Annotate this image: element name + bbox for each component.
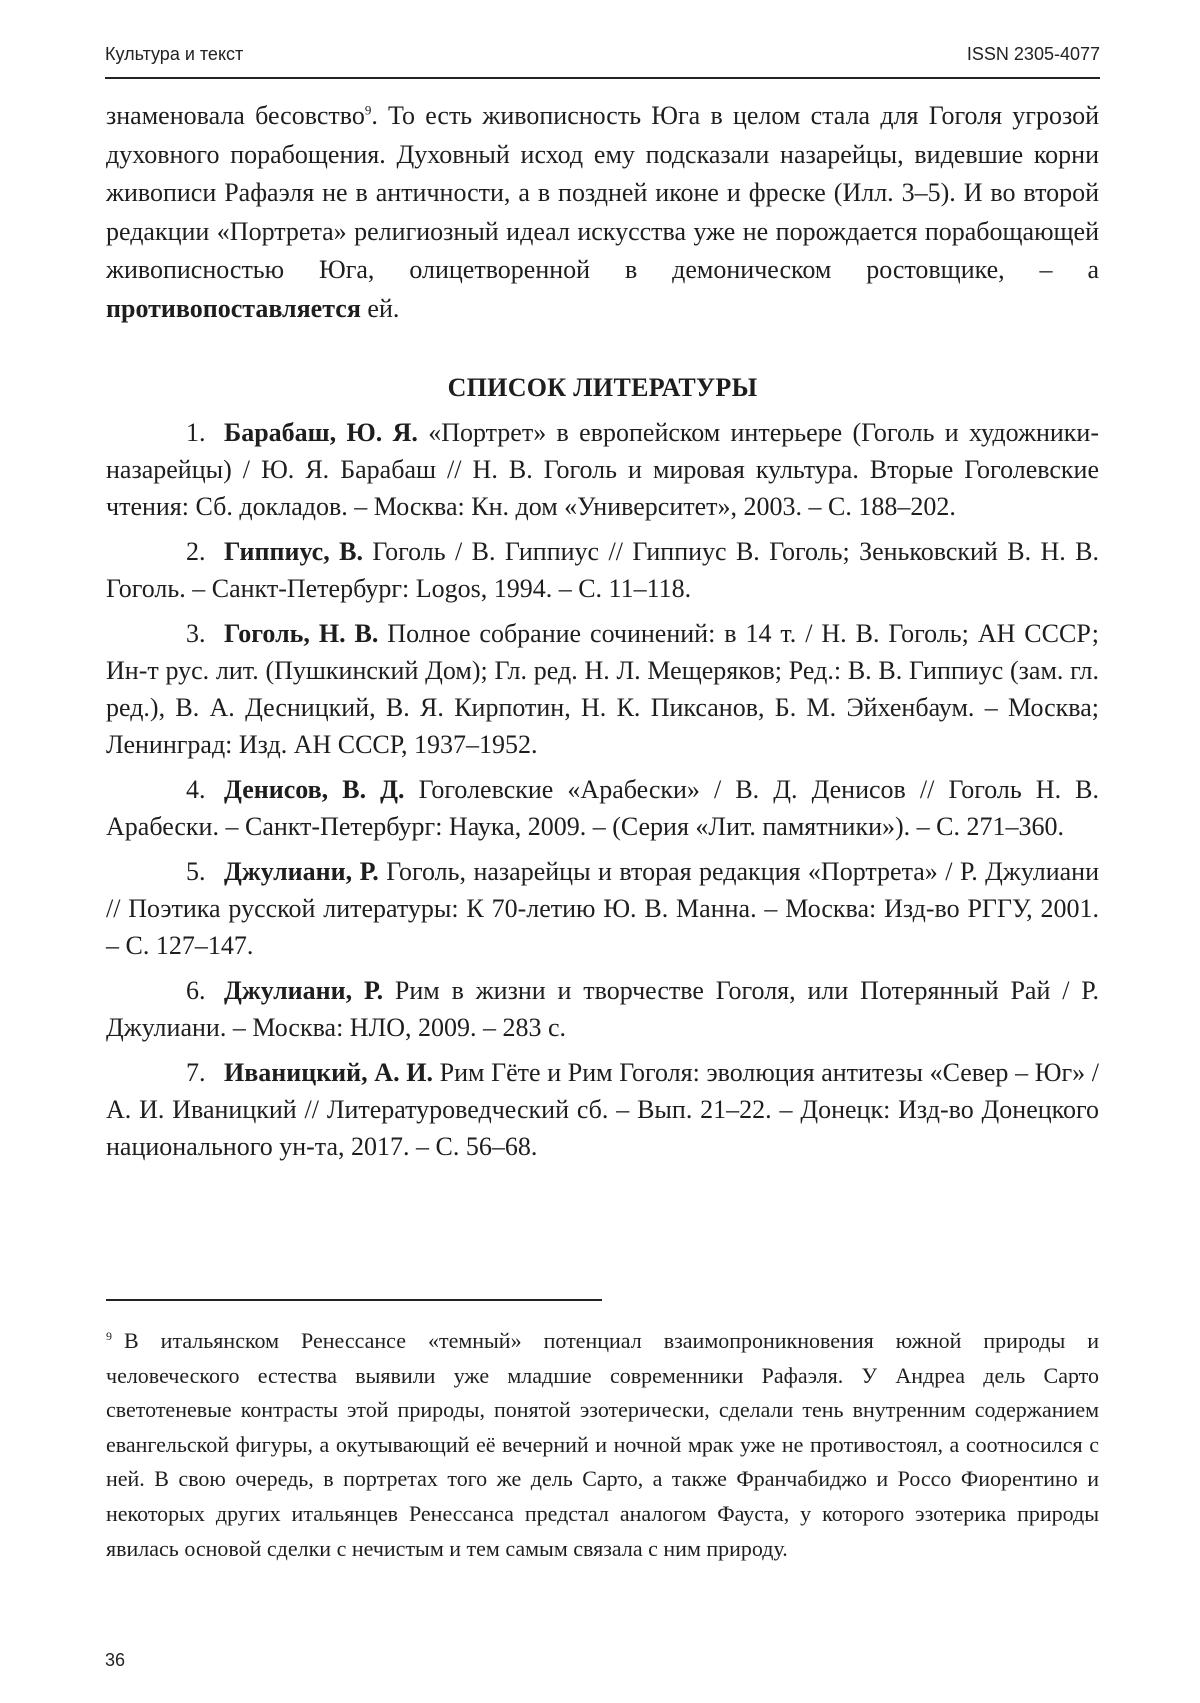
footnote-divider: [106, 1299, 602, 1301]
reference-number: 6.: [186, 976, 206, 1005]
body-emphasis: противопоставляется: [106, 293, 361, 323]
reference-item: [106, 771, 1099, 845]
reference-number: 2.: [186, 537, 206, 566]
reference-author: Гоголь, Н. В.: [224, 619, 379, 648]
reference-author: Джулиани, Р.: [224, 976, 384, 1005]
body-text-start: знаменовала бесовство: [106, 101, 365, 130]
reference-description: «Портрет» в европейском интерьере (Гоголь и художники-назарейцы) / Ю. Я. Барабаш // Н. В. Гоголь и мировая культура. Вторые Гоголевские чтения: Сб. докладов. – Москва: Кн. дом «Университет», 2003. – С. 188–202.: [106, 418, 1099, 521]
body-paragraph: [106, 97, 1099, 329]
header-divider: [105, 77, 1100, 79]
reference-number: 5.: [186, 857, 206, 886]
body-text-end: ей.: [360, 293, 400, 323]
footnote-text: В итальянском Ренессансе «темный» потенциал взаимопроникновения южной природы и человеческого естества выявили уже младшие современники Рафаэля. У Андреа дель Сарто светотеневые контрасты этой природы, понятой эзотерически, сделали тень внутренним содержанием евангельской фигуры, а окутывающий её вечерний и ночной мрак уже не противостоял, а соотносился с ней. В свою очередь, в портретах того же дель Сарто, а также Франчабиджо и Россо Фиорентино и некоторых других итальянцев Ренессанса предстал аналогом Фауста, у которого эзотерика природы явилась основой сделки с нечистым и тем самым связала с ним природу.: [106, 1328, 1099, 1561]
reference-description: Рим в жизни и творчестве Гоголя, или Потерянный Рай / Р. Джулиани. – Москва: НЛО, 2009. – 283 с.: [106, 976, 1099, 1042]
reference-author: Денисов, В. Д.: [224, 775, 405, 804]
reference-author: Барабаш, Ю. Я.: [224, 418, 418, 447]
reference-item: [106, 972, 1099, 1046]
reference-number: 7.: [186, 1058, 206, 1087]
reference-description: Полное собрание сочинений: в 14 т. / Н. В. Гоголь; АН СССР; Ин-т рус. лит. (Пушкинский Дом); Гл. ред. Н. Л. Мещеряков; Ред.: В. В. Гиппиус (зам. гл. ред.), В. А. Десницкий, В. Я. Кирпотин, Н. К. Пиксанов, Б. М. Эйхенбаум. – Москва; Ленинград: Изд. АН СССР, 1937–1952.: [106, 619, 1099, 759]
references-heading: СПИСОК ЛИТЕРАТУРЫ: [447, 373, 758, 402]
footnote-mark: 9: [106, 1328, 112, 1343]
journal-title: Культура и текст: [105, 44, 244, 64]
reference-item: [106, 1054, 1099, 1165]
reference-author: Гиппиус, В.: [224, 537, 363, 566]
references-list: [106, 414, 1099, 1173]
reference-description: Рим Гёте и Рим Гоголя: эволюция антитезы «Север – Юг» / А. И. Иваницкий // Литературоведческий сб. – Вып. 21–22. – Донецк: Изд-во Донецкого национального ун-та, 2017. – С. 56–68.: [106, 1058, 1099, 1161]
reference-number: 1.: [186, 418, 206, 447]
body-text-main: . То есть живописность Юга в целом стала для Гоголя угрозой духовного порабощения. Духовный исход ему подсказали назарейцы, видевшие корни живописи Рафаэля не в античности, а в поздней иконе и фреске (Илл. 3–5). И во второй редакции «Портрета» религиозный идеал искусства уже не порождается порабощающей живописностью Юга, олицетворенной в демоническом ростовщике, – а: [106, 101, 1099, 285]
reference-description: Гоголь, назарейцы и вторая редакция «Портрета» / Р. Джулиани // Поэтика русской литературы: К 70-летию Ю. В. Манна. – Москва: Изд-во РГГУ, 2001. – С. 127–147.: [106, 857, 1099, 960]
reference-item: [106, 853, 1099, 964]
reference-item: [106, 533, 1099, 607]
reference-description: Гоголь / В. Гиппиус // Гиппиус В. Гоголь; Зеньковский В. Н. В. Гоголь. – Санкт-Петербург: Logos, 1994. – С. 11–118.: [106, 537, 1099, 603]
reference-author: Джулиани, Р.: [224, 857, 379, 886]
reference-description: Гоголевские «Арабески» / В. Д. Денисов // Гоголь Н. В. Арабески. – Санкт-Петербург: Наука, 2009. – (Серия «Лит. памятники»). – С. 271–360.: [106, 775, 1100, 841]
running-head: [105, 44, 1100, 74]
issn-label: ISSN 2305-4077: [966, 44, 1100, 64]
reference-author: Иваницкий, А. И.: [224, 1058, 433, 1087]
reference-item: [106, 615, 1099, 763]
reference-number: 4.: [186, 775, 206, 804]
page-number: 36: [105, 1650, 126, 1670]
footnote: [106, 1324, 1099, 1566]
reference-item: [106, 414, 1099, 525]
footnote-reference[interactable]: 9: [364, 102, 372, 118]
reference-number: 3.: [186, 619, 206, 648]
